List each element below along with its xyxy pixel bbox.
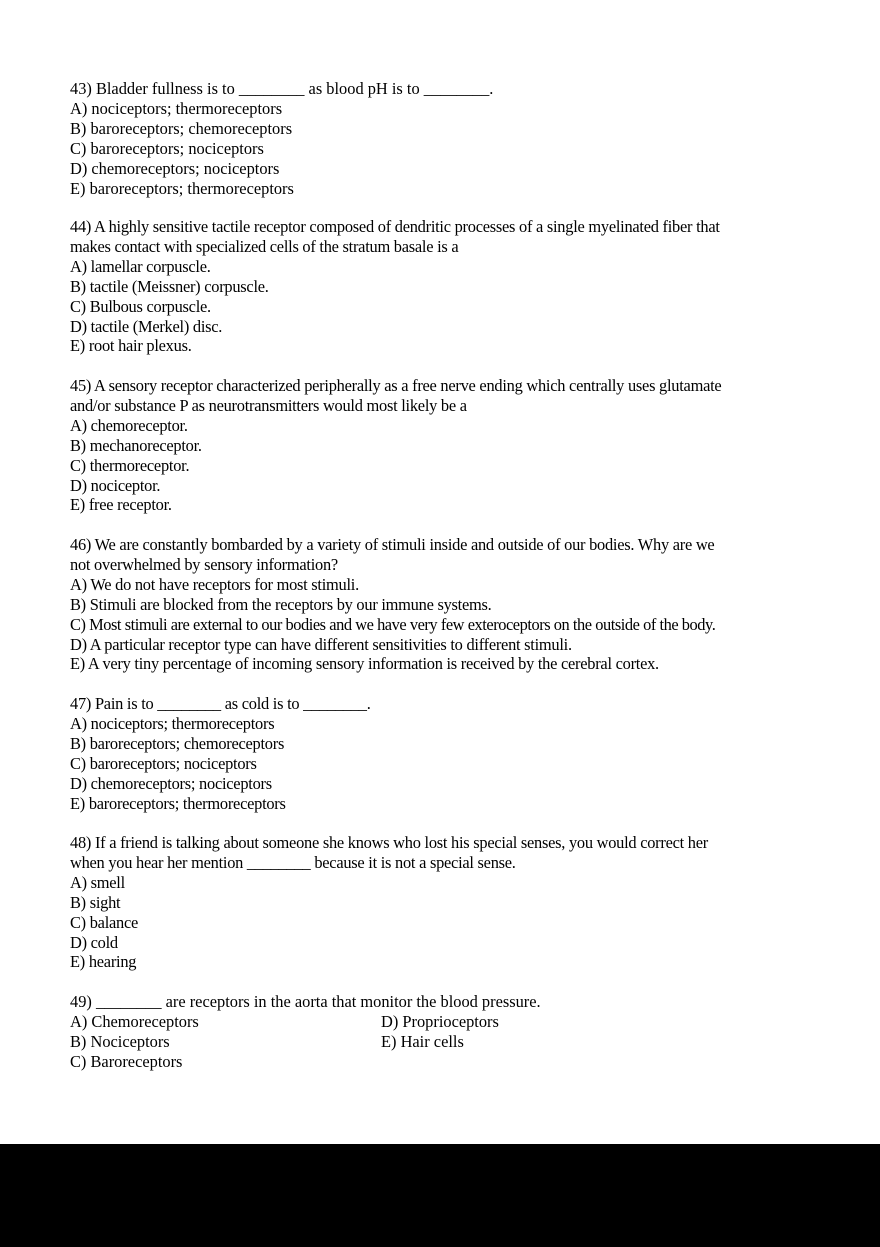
answer-option-a: A) chemoreceptor. [70,415,188,435]
answer-option-e: E) hearing [70,952,137,972]
answer-option-e: E) baroreceptors; thermoreceptors [70,793,286,813]
question-stem-line-1: 44) A highly sensitive tactile receptor composed of dendritic processes of a single myelinated fiber that [70,217,720,236]
answer-option-c: C) balance [70,912,139,932]
question-49 [70,992,830,1072]
question-stem-line-2: when you hear her mention ________ because it is not a special sense. [70,852,516,872]
answer-option-a: A) nociceptors; thermoreceptors [70,713,275,733]
answer-option-d: D) chemoreceptors; nociceptors [70,158,280,178]
answer-option-e: E) Hair cells [381,1031,464,1051]
answer-option-b: B) Nociceptors [70,1031,170,1051]
question-45 [70,376,830,515]
question-stem-line-2: not overwhelmed by sensory information? [70,554,338,574]
answer-option-d: D) cold [70,932,118,952]
question-46 [70,535,830,674]
question-47 [70,694,830,813]
answer-option-b: B) Stimuli are blocked from the receptors by our immune systems. [70,594,492,614]
question-stem-line-2: and/or substance P as neurotransmitters would most likely be a [70,395,467,415]
answer-option-b: B) baroreceptors; chemoreceptors [70,118,293,138]
answer-option-d: D) Proprioceptors [381,1011,499,1031]
answer-option-b: B) tactile (Meissner) corpuscle. [70,276,269,296]
answer-option-c: C) Bulbous corpuscle. [70,296,211,316]
answer-option-c: C) Most stimuli are external to our bodies and we have very few exteroceptors on the outside of the body. [70,614,716,634]
answer-option-c: C) baroreceptors; nociceptors [70,138,264,158]
answer-option-c: C) Baroreceptors [70,1051,183,1071]
question-43 [70,79,830,198]
question-stem-line-2: makes contact with specialized cells of the stratum basale is a [70,236,459,256]
answer-option-e: E) free receptor. [70,495,172,515]
question-stem: 43) Bladder fullness is to ________ as blood pH is to ________. [70,79,494,98]
answer-option-d: D) A particular receptor type can have different sensitivities to different stimuli. [70,634,572,654]
answer-option-b: B) sight [70,892,121,912]
black-letterbox-band [0,1144,880,1247]
answer-options-grid [70,1012,830,1072]
answer-option-a: A) We do not have receptors for most stimuli. [70,574,359,594]
answer-option-e: E) baroreceptors; thermoreceptors [70,178,294,198]
answer-option-b: B) mechanoreceptor. [70,435,202,455]
question-stem: 49) ________ are receptors in the aorta that monitor the blood pressure. [70,992,541,1011]
question-stem: 47) Pain is to ________ as cold is to ________. [70,694,371,713]
answer-option-d: D) chemoreceptors; nociceptors [70,773,272,793]
answer-option-a: A) Chemoreceptors [70,1011,199,1031]
answer-options-left-column [70,1012,199,1072]
question-44 [70,217,830,356]
answer-option-a: A) smell [70,872,125,892]
answer-option-c: C) baroreceptors; nociceptors [70,753,257,773]
question-stem-line-1: 48) If a friend is talking about someone she knows who lost his special senses, you would correct her [70,833,708,852]
answer-options-right-column [381,1012,499,1052]
question-stem-line-1: 46) We are constantly bombarded by a variety of stimuli inside and outside of our bodies. Why are we [70,535,715,554]
answer-option-e: E) A very tiny percentage of incoming sensory information is received by the cerebral cortex. [70,654,659,674]
answer-option-b: B) baroreceptors; chemoreceptors [70,733,285,753]
answer-option-c: C) thermoreceptor. [70,455,190,475]
question-48 [70,833,830,972]
answer-option-a: A) lamellar corpuscle. [70,256,211,276]
answer-option-e: E) root hair plexus. [70,336,192,356]
answer-option-a: A) nociceptors; thermoreceptors [70,98,283,118]
answer-option-d: D) tactile (Merkel) disc. [70,316,223,336]
question-stem-line-1: 45) A sensory receptor characterized peripherally as a free nerve ending which centrally uses glutamate [70,376,722,395]
answer-option-d: D) nociceptor. [70,475,161,495]
